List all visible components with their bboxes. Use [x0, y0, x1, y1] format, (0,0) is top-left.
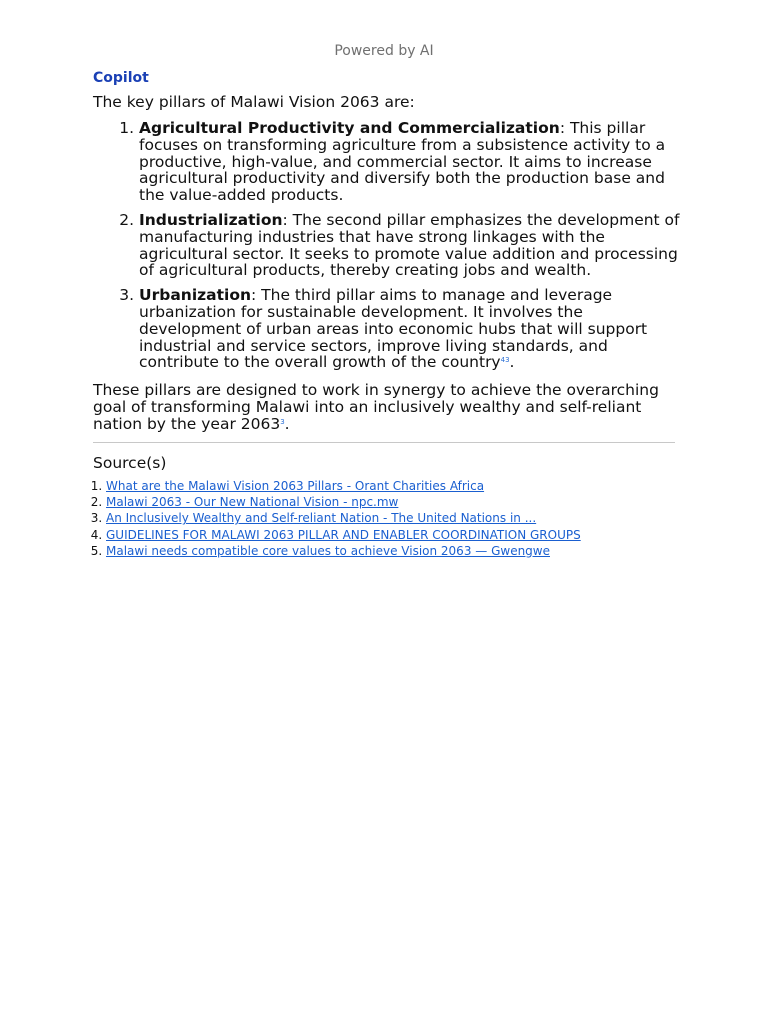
author-label: Copilot	[93, 70, 149, 86]
source-link[interactable]: Malawi needs compatible core values to achieve Vision 2063 — Gwengwe	[106, 543, 550, 558]
pillar-name: Agricultural Productivity and Commercialization	[139, 119, 560, 137]
source-item	[106, 543, 693, 559]
powered-by-label: Powered by AI	[334, 43, 434, 59]
divider	[93, 442, 675, 443]
source-item	[106, 527, 693, 543]
sources-heading: Source(s)	[93, 454, 167, 472]
source-link[interactable]: An Inclusively Wealthy and Self-reliant Nation - The United Nations in ...	[106, 511, 537, 526]
pillar-item	[139, 120, 683, 204]
source-item	[106, 510, 693, 526]
pillar-description: : The third pillar aims to manage and leverage urbanization for sustainable development. It involves the development of urban areas into economic hubs that will support industrial and service sectors, improve living standards, and contribute to the overall growth of the country	[139, 286, 648, 372]
closing-text: These pillars are designed to work in synergy to achieve the overarching goal of transforming Malawi into an inclusively wealthy and self-reliant nation by the year 2063	[93, 381, 659, 433]
intro-text: The key pillars of Malawi Vision 2063 are:	[93, 93, 415, 111]
pillar-description: : This pillar focuses on transforming agriculture from a subsistence activity to a productive, high-value, and commercial sector. It aims to increase agricultural productivity and diversify both the production base and the value-added products.	[139, 119, 666, 205]
source-item	[106, 478, 693, 494]
sentence-end: .	[284, 414, 290, 433]
sentence-end: .	[509, 353, 515, 372]
source-link[interactable]: What are the Malawi Vision 2063 Pillars - Orant Charities Africa	[106, 479, 485, 493]
source-link[interactable]: Malawi 2063 - Our New National Vision - npc.mw	[106, 495, 399, 510]
closing-paragraph	[93, 382, 683, 432]
pillar-name: Urbanization	[139, 286, 252, 305]
pillar-item	[139, 212, 683, 279]
citation-marker[interactable]: 43	[500, 356, 510, 365]
pillar-name: Industrialization	[139, 210, 283, 229]
pillar-description: : The second pillar emphasizes the development of manufacturing industries that have strong linkages with the agricultural sector. It seeks to promote value addition and processing of agricultural products, thereby creating jobs and wealth.	[139, 210, 680, 280]
citation-marker[interactable]: 3	[280, 417, 285, 426]
sources-list	[93, 478, 693, 559]
source-item	[106, 494, 693, 510]
pillars-list	[93, 120, 683, 379]
source-link[interactable]: GUIDELINES FOR MALAWI 2063 PILLAR AND ENABLER COORDINATION GROUPS	[106, 527, 581, 542]
pillar-item	[139, 287, 683, 371]
